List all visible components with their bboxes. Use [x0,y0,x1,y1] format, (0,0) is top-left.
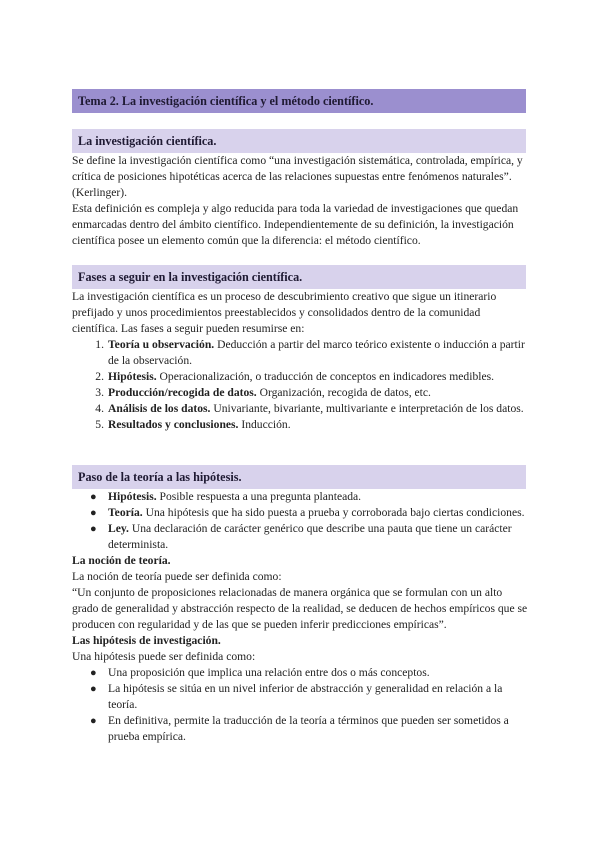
paso-block [72,489,528,745]
hipotesis-bullets [72,665,528,745]
list-item: ● La hipótesis se sitúa en un nivel inferior de abstracción y generalidad en relación a la teoría. [90,682,503,711]
paragraph-metodo: Esta definición es compleja y algo reducida para toda la variedad de investigaciones que quedan enmarcadas dentro del ámbito científico. Independientemente de su definición, la investigación científica posee un elemento común que la diferencia: el método científico. [72,202,519,247]
section-heading-fases: Fases a seguir en la investigación científica. [72,265,526,289]
bullet-icon: ● [90,683,97,695]
teoria-intro: La noción de teoría puede ser definida como: [72,570,282,583]
tema-title-band [72,89,526,113]
hipotesis-intro: Una hipótesis puede ser definida como: [72,650,256,663]
fases-intro: La investigación científica es un proceso de descubrimiento creativo que sigue un itinerario prefijado y unos procedimientos preestablecidos y consolidados dentro de la comunidad científica. Las fases a seguir pueden resumirse en: [72,290,497,335]
fases-block [72,289,528,433]
section-heading-paso: Paso de la teoría a las hipótesis. [72,465,526,489]
bullet-icon: ● [90,715,97,727]
bullet-icon: ● [90,523,97,535]
bullet-icon: ● [90,491,97,503]
list-item: 4. Análisis de los datos. Univariante, bivariante, multivariante e interpretación de los datos. [95,402,524,415]
list-item: 2. Hipótesis. Operacionalización, o traducción de conceptos en indicadores medibles. [95,370,495,383]
list-item: 1. Teoría u observación. Deducción a partir del marco teórico existente o inducción a partir de la observación. [95,338,525,367]
list-item: 5. Resultados y conclusiones. Inducción. [95,418,291,431]
hipotesis-heading: Las hipótesis de investigación. [72,634,221,647]
list-item: ● Teoría. Una hipótesis que ha sido puesta a prueba y corroborada bajo ciertas condiciones. [90,506,525,519]
section-heading-investigacion: La investigación científica. [72,129,526,153]
list-item: 3. Producción/recogida de datos. Organización, recogida de datos, etc. [95,386,431,399]
fases-list [72,337,528,433]
list-item: ● Una proposición que implica una relación entre dos o más conceptos. [90,666,430,679]
bullet-icon: ● [90,507,97,519]
teoria-heading: La noción de teoría. [72,554,171,567]
teoria-quote: “Un conjunto de proposiciones relacionadas de manera orgánica que se formulan con un alto grado de generalidad y abstracción respecto de la realidad, se deducen de hechos empíricos que se producen con regularidad y de las que se pueden inferir predicciones empíricas”. [72,586,528,631]
bullet-icon: ● [90,667,97,679]
paragraph-definicion: Se define la investigación científica como “una investigación sistemática, controlada, empírica, y crítica de posiciones hipotéticas acerca de las relaciones supuestas entre fenómenos naturales”. (Kerlinger). [72,154,523,199]
list-item: ● En definitiva, permite la traducción de la teoría a términos que pueden ser sometidos a prueba empírica. [90,714,509,743]
list-item: ● Hipótesis. Posible respuesta a una pregunta planteada. [90,490,362,503]
paso-bullets [72,489,528,553]
tema-title: Tema 2. La investigación científica y el método científico. [78,94,374,108]
list-item: ● Ley. Una declaración de carácter genérico que describe una pauta que tiene un carácter determinista. [90,522,512,551]
